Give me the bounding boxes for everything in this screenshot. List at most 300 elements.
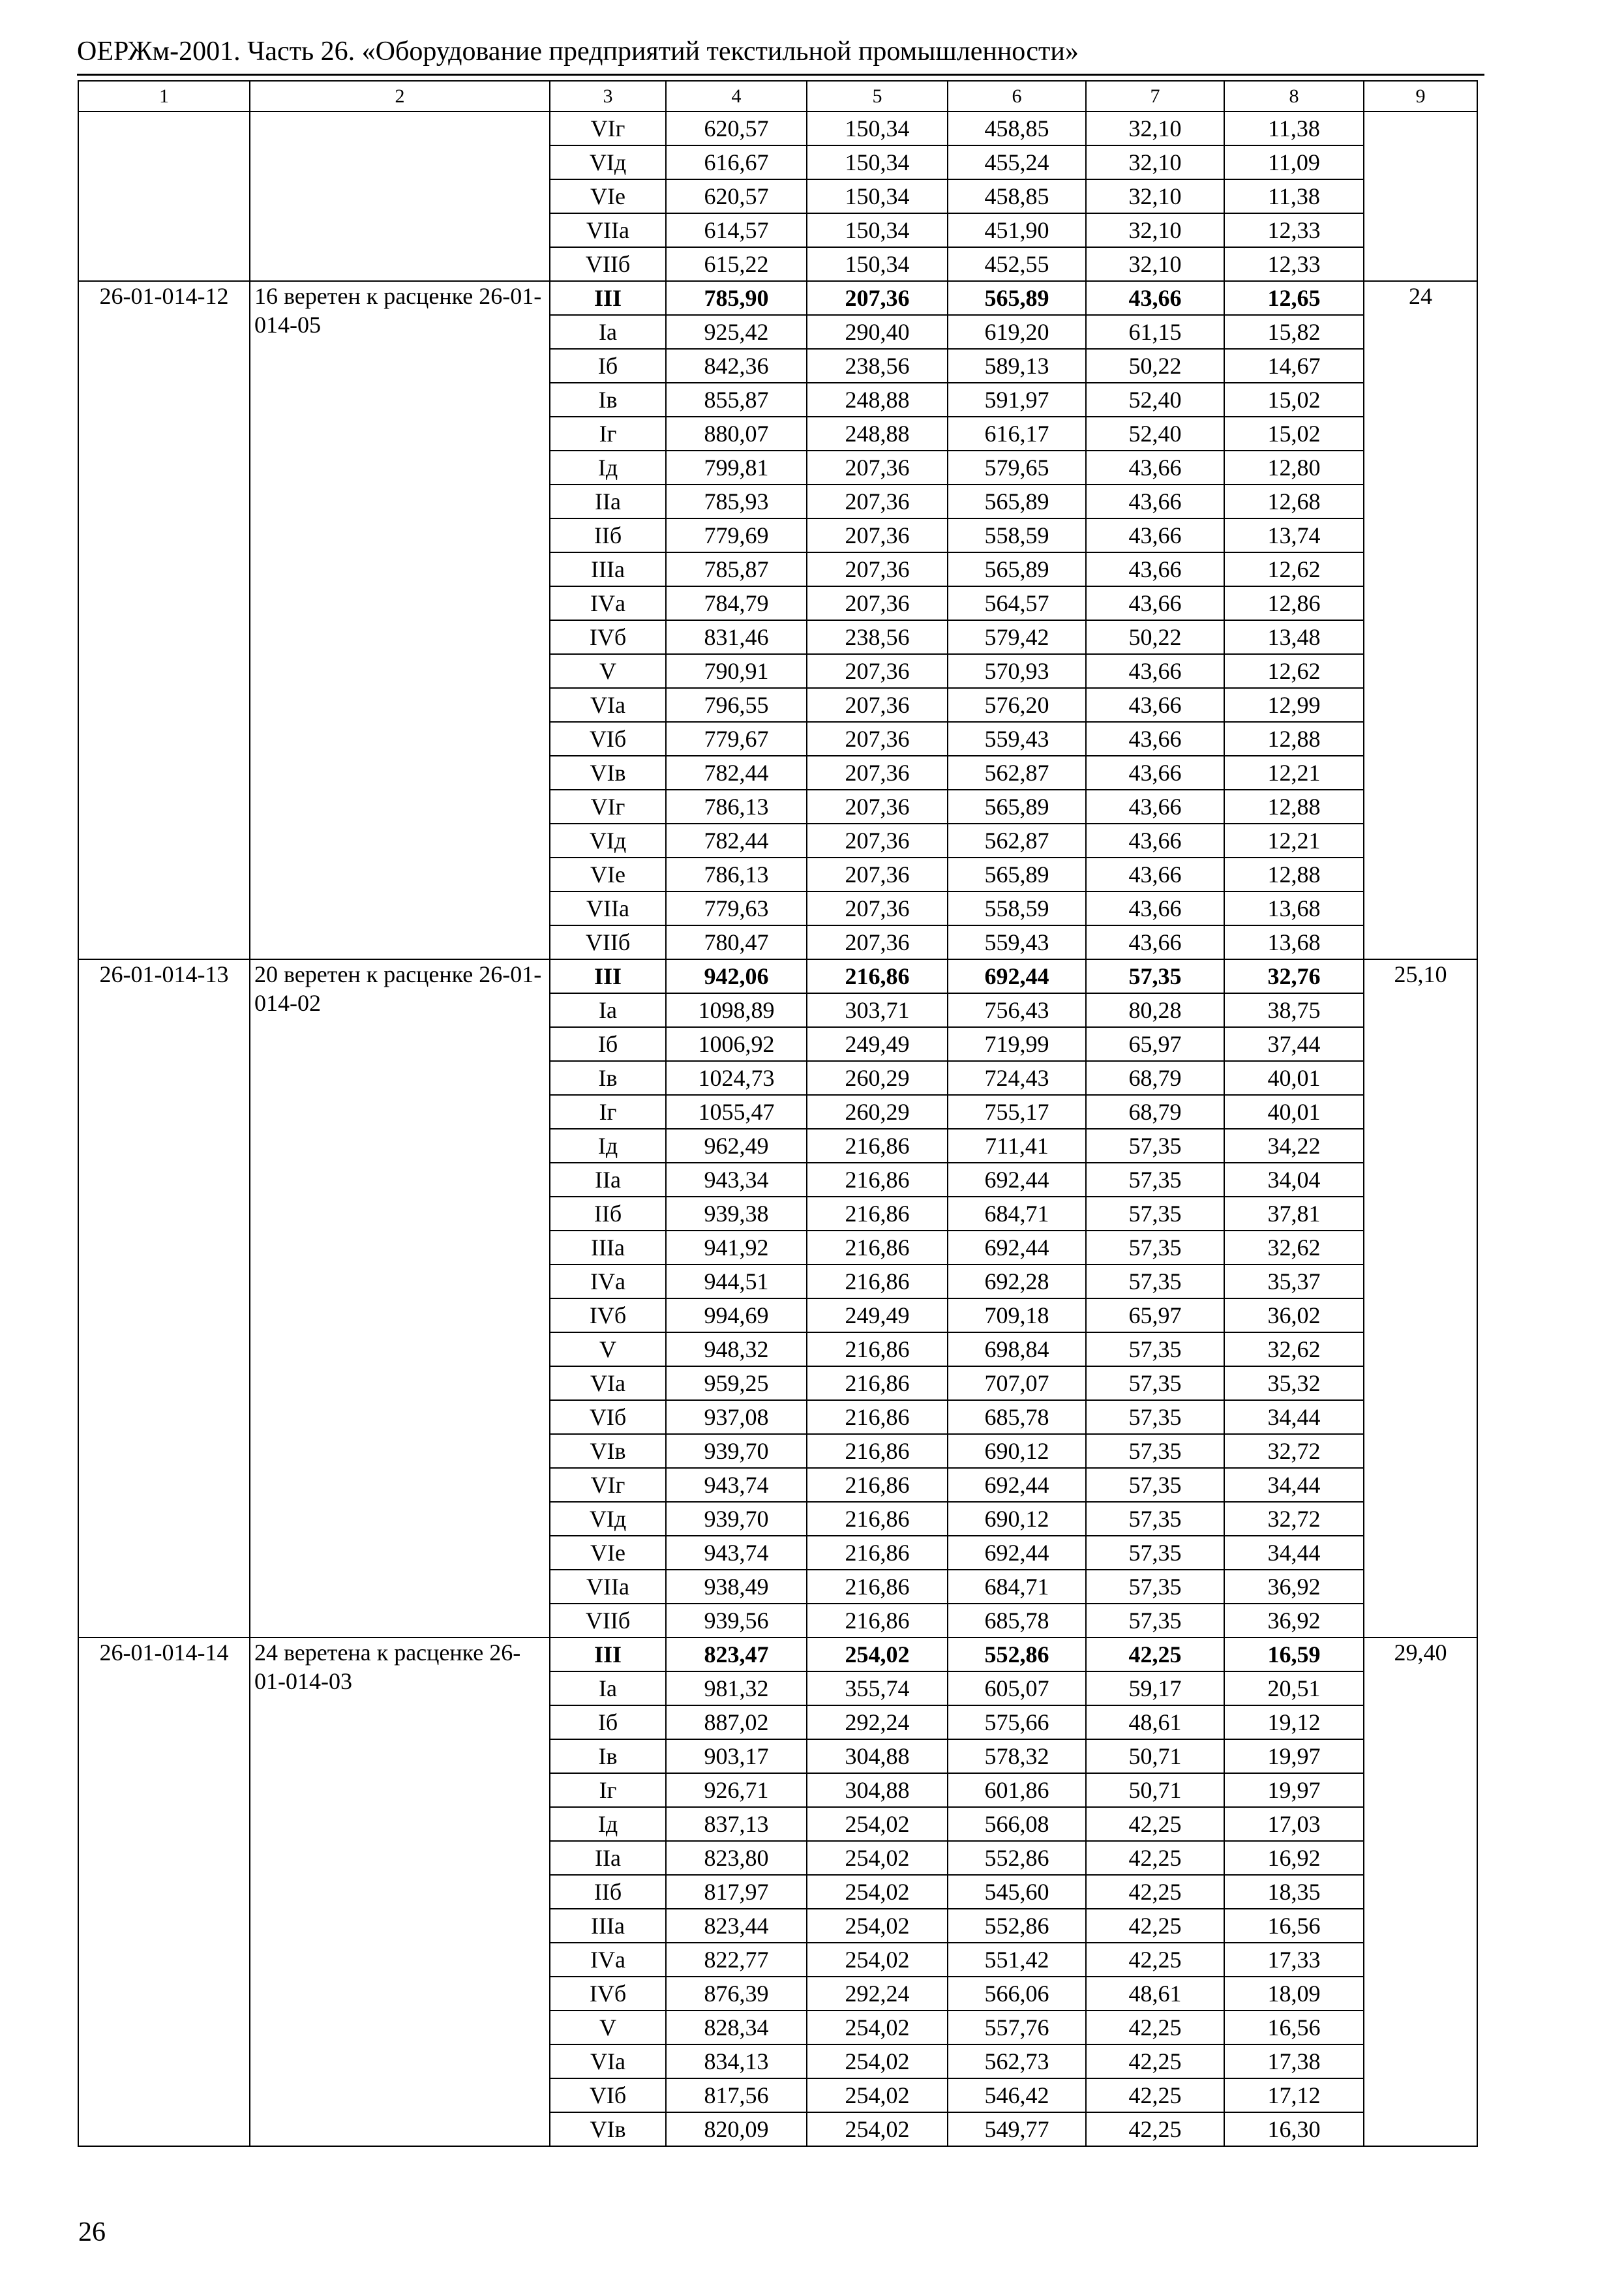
rate-note: 25,10 (1364, 959, 1477, 1638)
rate-code: 26-01-014-12 (78, 281, 250, 959)
machine-cost-cell: 565,89 (948, 281, 1086, 315)
wages-cell: 216,86 (807, 1434, 948, 1468)
total-cost-cell: 939,70 (666, 1502, 807, 1536)
wages-cell: 216,86 (807, 1231, 948, 1264)
labor-cost-cell: 13,68 (1224, 891, 1364, 925)
machine-cost-cell: 558,59 (948, 518, 1086, 552)
operator-wages-cell: 43,66 (1086, 824, 1224, 858)
rate-label-cell: IVб (550, 1298, 666, 1332)
rates-table (78, 80, 1478, 2147)
machine-cost-cell: 684,71 (948, 1197, 1086, 1231)
rate-label-cell: VIIа (550, 213, 666, 247)
wages-cell: 207,36 (807, 485, 948, 518)
wages-cell: 216,86 (807, 1129, 948, 1163)
labor-cost-cell: 12,33 (1224, 247, 1364, 281)
machine-cost-cell: 589,13 (948, 349, 1086, 383)
labor-cost-cell: 15,02 (1224, 383, 1364, 417)
rate-label-cell: VIд (550, 824, 666, 858)
rate-label-cell: IIа (550, 485, 666, 518)
machine-cost-cell: 692,44 (948, 1468, 1086, 1502)
labor-cost-cell: 15,02 (1224, 417, 1364, 451)
machine-cost-cell: 562,73 (948, 2044, 1086, 2078)
table-row (78, 112, 1477, 145)
wages-cell: 207,36 (807, 688, 948, 722)
operator-wages-cell: 65,97 (1086, 1298, 1224, 1332)
operator-wages-cell: 42,25 (1086, 2078, 1224, 2112)
operator-wages-cell: 68,79 (1086, 1095, 1224, 1129)
machine-cost-cell: 565,89 (948, 552, 1086, 586)
wages-cell: 207,36 (807, 451, 948, 485)
machine-cost-cell: 559,43 (948, 722, 1086, 756)
operator-wages-cell: 50,22 (1086, 620, 1224, 654)
total-cost-cell: 939,70 (666, 1434, 807, 1468)
operator-wages-cell: 57,35 (1086, 1536, 1224, 1570)
total-cost-cell: 1055,47 (666, 1095, 807, 1129)
page-header: ОЕРЖм-2001. Часть 26. «Оборудование предприятий текстильной промышленности» (77, 37, 1079, 67)
rate-label-cell: Iв (550, 1061, 666, 1095)
machine-cost-cell: 565,89 (948, 790, 1086, 824)
operator-wages-cell: 43,66 (1086, 858, 1224, 891)
wages-cell: 248,88 (807, 417, 948, 451)
rate-label-cell: Iа (550, 315, 666, 349)
wages-cell: 216,86 (807, 1604, 948, 1638)
labor-cost-cell: 32,62 (1224, 1332, 1364, 1366)
table-row (78, 1638, 1477, 1671)
machine-cost-cell: 756,43 (948, 993, 1086, 1027)
operator-wages-cell: 43,66 (1086, 485, 1224, 518)
machine-cost-cell: 551,42 (948, 1943, 1086, 1977)
rate-label-cell: IVа (550, 1264, 666, 1298)
labor-cost-cell: 32,76 (1224, 959, 1364, 993)
column-number: 3 (550, 81, 666, 112)
rate-note: 24 (1364, 281, 1477, 959)
labor-cost-cell: 34,22 (1224, 1129, 1364, 1163)
rate-label-cell: VIв (550, 2112, 666, 2146)
rate-label-cell: VIIб (550, 247, 666, 281)
labor-cost-cell: 12,62 (1224, 654, 1364, 688)
total-cost-cell: 823,44 (666, 1909, 807, 1943)
operator-wages-cell: 43,66 (1086, 790, 1224, 824)
operator-wages-cell: 43,66 (1086, 756, 1224, 790)
machine-cost-cell: 552,86 (948, 1841, 1086, 1875)
labor-cost-cell: 19,97 (1224, 1739, 1364, 1773)
machine-cost-cell: 690,12 (948, 1502, 1086, 1536)
operator-wages-cell: 42,25 (1086, 2112, 1224, 2146)
column-number: 6 (948, 81, 1086, 112)
rate-label-cell: IIб (550, 518, 666, 552)
operator-wages-cell: 32,10 (1086, 213, 1224, 247)
rate-label-cell: VIв (550, 1434, 666, 1468)
labor-cost-cell: 32,62 (1224, 1231, 1364, 1264)
operator-wages-cell: 57,35 (1086, 1604, 1224, 1638)
wages-cell: 216,86 (807, 1332, 948, 1366)
total-cost-cell: 959,25 (666, 1366, 807, 1400)
operator-wages-cell: 42,25 (1086, 1909, 1224, 1943)
rate-label-cell: IIIа (550, 1909, 666, 1943)
wages-cell: 207,36 (807, 858, 948, 891)
rate-label-cell: IVа (550, 1943, 666, 1977)
wages-cell: 254,02 (807, 2112, 948, 2146)
total-cost-cell: 779,69 (666, 518, 807, 552)
total-cost-cell: 782,44 (666, 824, 807, 858)
operator-wages-cell: 68,79 (1086, 1061, 1224, 1095)
labor-cost-cell: 34,04 (1224, 1163, 1364, 1197)
machine-cost-cell: 579,65 (948, 451, 1086, 485)
wages-cell: 216,86 (807, 1264, 948, 1298)
machine-cost-cell: 684,71 (948, 1570, 1086, 1604)
machine-cost-cell: 719,99 (948, 1027, 1086, 1061)
operator-wages-cell: 32,10 (1086, 247, 1224, 281)
rate-description: 20 веретен к расценке 26-01-014-02 (250, 959, 550, 1638)
total-cost-cell: 926,71 (666, 1773, 807, 1807)
total-cost-cell: 981,32 (666, 1671, 807, 1705)
operator-wages-cell: 50,22 (1086, 349, 1224, 383)
labor-cost-cell: 12,33 (1224, 213, 1364, 247)
machine-cost-cell: 575,66 (948, 1705, 1086, 1739)
description-cell-empty (250, 112, 550, 281)
rate-label-cell: IIIа (550, 552, 666, 586)
machine-cost-cell: 552,86 (948, 1638, 1086, 1671)
wages-cell: 254,02 (807, 2078, 948, 2112)
labor-cost-cell: 16,59 (1224, 1638, 1364, 1671)
labor-cost-cell: 18,09 (1224, 1977, 1364, 2011)
machine-cost-cell: 685,78 (948, 1400, 1086, 1434)
wages-cell: 216,86 (807, 1536, 948, 1570)
labor-cost-cell: 35,37 (1224, 1264, 1364, 1298)
total-cost-cell: 855,87 (666, 383, 807, 417)
operator-wages-cell: 59,17 (1086, 1671, 1224, 1705)
wages-cell: 254,02 (807, 2044, 948, 2078)
total-cost-cell: 942,06 (666, 959, 807, 993)
operator-wages-cell: 50,71 (1086, 1739, 1224, 1773)
wages-cell: 207,36 (807, 586, 948, 620)
machine-cost-cell: 566,08 (948, 1807, 1086, 1841)
wages-cell: 254,02 (807, 1875, 948, 1909)
rate-label-cell: III (550, 959, 666, 993)
labor-cost-cell: 36,92 (1224, 1604, 1364, 1638)
operator-wages-cell: 32,10 (1086, 179, 1224, 213)
labor-cost-cell: 12,21 (1224, 824, 1364, 858)
total-cost-cell: 925,42 (666, 315, 807, 349)
operator-wages-cell: 43,66 (1086, 586, 1224, 620)
rate-label-cell: VIа (550, 688, 666, 722)
total-cost-cell: 876,39 (666, 1977, 807, 2011)
wages-cell: 290,40 (807, 315, 948, 349)
wages-cell: 249,49 (807, 1298, 948, 1332)
total-cost-cell: 837,13 (666, 1807, 807, 1841)
operator-wages-cell: 57,35 (1086, 1366, 1224, 1400)
machine-cost-cell: 591,97 (948, 383, 1086, 417)
labor-cost-cell: 13,48 (1224, 620, 1364, 654)
machine-cost-cell: 690,12 (948, 1434, 1086, 1468)
rate-label-cell: VIб (550, 2078, 666, 2112)
labor-cost-cell: 12,62 (1224, 552, 1364, 586)
total-cost-cell: 994,69 (666, 1298, 807, 1332)
labor-cost-cell: 34,44 (1224, 1468, 1364, 1502)
labor-cost-cell: 19,12 (1224, 1705, 1364, 1739)
total-cost-cell: 786,13 (666, 858, 807, 891)
machine-cost-cell: 452,55 (948, 247, 1086, 281)
wages-cell: 207,36 (807, 552, 948, 586)
machine-cost-cell: 557,76 (948, 2011, 1086, 2044)
operator-wages-cell: 57,35 (1086, 1468, 1224, 1502)
wages-cell: 248,88 (807, 383, 948, 417)
labor-cost-cell: 17,33 (1224, 1943, 1364, 1977)
column-number: 5 (807, 81, 948, 112)
column-number: 9 (1364, 81, 1477, 112)
wages-cell: 207,36 (807, 654, 948, 688)
column-number: 7 (1086, 81, 1224, 112)
labor-cost-cell: 12,80 (1224, 451, 1364, 485)
operator-wages-cell: 52,40 (1086, 417, 1224, 451)
total-cost-cell: 1098,89 (666, 993, 807, 1027)
operator-wages-cell: 52,40 (1086, 383, 1224, 417)
rate-label-cell: VIа (550, 1366, 666, 1400)
rate-label-cell: V (550, 654, 666, 688)
wages-cell: 355,74 (807, 1671, 948, 1705)
machine-cost-cell: 552,86 (948, 1909, 1086, 1943)
total-cost-cell: 943,74 (666, 1536, 807, 1570)
wages-cell: 216,86 (807, 1502, 948, 1536)
total-cost-cell: 943,34 (666, 1163, 807, 1197)
rate-label-cell: III (550, 281, 666, 315)
total-cost-cell: 948,32 (666, 1332, 807, 1366)
operator-wages-cell: 42,25 (1086, 1841, 1224, 1875)
column-number: 1 (78, 81, 250, 112)
labor-cost-cell: 35,32 (1224, 1366, 1364, 1400)
total-cost-cell: 831,46 (666, 620, 807, 654)
total-cost-cell: 822,77 (666, 1943, 807, 1977)
total-cost-cell: 887,02 (666, 1705, 807, 1739)
labor-cost-cell: 32,72 (1224, 1434, 1364, 1468)
total-cost-cell: 823,80 (666, 1841, 807, 1875)
labor-cost-cell: 14,67 (1224, 349, 1364, 383)
rate-label-cell: VIе (550, 858, 666, 891)
operator-wages-cell: 57,35 (1086, 1434, 1224, 1468)
table-row (78, 959, 1477, 993)
operator-wages-cell: 65,97 (1086, 1027, 1224, 1061)
wages-cell: 207,36 (807, 518, 948, 552)
rate-code: 26-01-014-13 (78, 959, 250, 1638)
rate-label-cell: Iд (550, 1807, 666, 1841)
operator-wages-cell: 43,66 (1086, 925, 1224, 959)
machine-cost-cell: 692,44 (948, 1231, 1086, 1264)
labor-cost-cell: 40,01 (1224, 1095, 1364, 1129)
wages-cell: 216,86 (807, 1197, 948, 1231)
machine-cost-cell: 692,44 (948, 1536, 1086, 1570)
operator-wages-cell: 32,10 (1086, 112, 1224, 145)
machine-cost-cell: 698,84 (948, 1332, 1086, 1366)
operator-wages-cell: 43,66 (1086, 281, 1224, 315)
wages-cell: 260,29 (807, 1095, 948, 1129)
labor-cost-cell: 17,03 (1224, 1807, 1364, 1841)
operator-wages-cell: 42,25 (1086, 1807, 1224, 1841)
rate-label-cell: VIб (550, 722, 666, 756)
machine-cost-cell: 549,77 (948, 2112, 1086, 2146)
labor-cost-cell: 12,88 (1224, 722, 1364, 756)
wages-cell: 216,86 (807, 959, 948, 993)
rate-label-cell: V (550, 1332, 666, 1366)
labor-cost-cell: 18,35 (1224, 1875, 1364, 1909)
rate-label-cell: VIб (550, 1400, 666, 1434)
labor-cost-cell: 36,02 (1224, 1298, 1364, 1332)
operator-wages-cell: 43,66 (1086, 451, 1224, 485)
labor-cost-cell: 11,38 (1224, 112, 1364, 145)
operator-wages-cell: 42,25 (1086, 1638, 1224, 1671)
labor-cost-cell: 37,81 (1224, 1197, 1364, 1231)
labor-cost-cell: 16,56 (1224, 2011, 1364, 2044)
total-cost-cell: 828,34 (666, 2011, 807, 2044)
operator-wages-cell: 43,66 (1086, 552, 1224, 586)
wages-cell: 292,24 (807, 1705, 948, 1739)
labor-cost-cell: 16,56 (1224, 1909, 1364, 1943)
total-cost-cell: 1024,73 (666, 1061, 807, 1095)
wages-cell: 304,88 (807, 1739, 948, 1773)
wages-cell: 207,36 (807, 925, 948, 959)
total-cost-cell: 834,13 (666, 2044, 807, 2078)
rate-label-cell: IVа (550, 586, 666, 620)
rate-label-cell: V (550, 2011, 666, 2044)
operator-wages-cell: 43,66 (1086, 518, 1224, 552)
machine-cost-cell: 601,86 (948, 1773, 1086, 1807)
column-number: 8 (1224, 81, 1364, 112)
table-row (78, 281, 1477, 315)
rate-note: 29,40 (1364, 1638, 1477, 2146)
operator-wages-cell: 32,10 (1086, 145, 1224, 179)
wages-cell: 238,56 (807, 349, 948, 383)
total-cost-cell: 786,13 (666, 790, 807, 824)
column-number: 4 (666, 81, 807, 112)
operator-wages-cell: 42,25 (1086, 2011, 1224, 2044)
labor-cost-cell: 36,92 (1224, 1570, 1364, 1604)
total-cost-cell: 939,56 (666, 1604, 807, 1638)
total-cost-cell: 937,08 (666, 1400, 807, 1434)
machine-cost-cell: 755,17 (948, 1095, 1086, 1129)
machine-cost-cell: 692,44 (948, 1163, 1086, 1197)
machine-cost-cell: 570,93 (948, 654, 1086, 688)
total-cost-cell: 784,79 (666, 586, 807, 620)
total-cost-cell: 944,51 (666, 1264, 807, 1298)
wages-cell: 216,86 (807, 1400, 948, 1434)
total-cost-cell: 903,17 (666, 1739, 807, 1773)
machine-cost-cell: 616,17 (948, 417, 1086, 451)
wages-cell: 304,88 (807, 1773, 948, 1807)
operator-wages-cell: 80,28 (1086, 993, 1224, 1027)
total-cost-cell: 939,38 (666, 1197, 807, 1231)
operator-wages-cell: 57,35 (1086, 1502, 1224, 1536)
total-cost-cell: 817,97 (666, 1875, 807, 1909)
machine-cost-cell: 724,43 (948, 1061, 1086, 1095)
machine-cost-cell: 558,59 (948, 891, 1086, 925)
total-cost-cell: 785,93 (666, 485, 807, 518)
labor-cost-cell: 17,12 (1224, 2078, 1364, 2112)
total-cost-cell: 943,74 (666, 1468, 807, 1502)
rate-label-cell: VIд (550, 1502, 666, 1536)
wages-cell: 207,36 (807, 756, 948, 790)
rate-label-cell: III (550, 1638, 666, 1671)
rate-label-cell: VIIа (550, 1570, 666, 1604)
rate-label-cell: IIб (550, 1197, 666, 1231)
rate-label-cell: VIIб (550, 925, 666, 959)
operator-wages-cell: 57,35 (1086, 1332, 1224, 1366)
total-cost-cell: 779,63 (666, 891, 807, 925)
rate-label-cell: Iд (550, 1129, 666, 1163)
column-number-row (78, 81, 1477, 112)
rate-label-cell: Iг (550, 1095, 666, 1129)
total-cost-cell: 799,81 (666, 451, 807, 485)
code-cell-empty (78, 112, 250, 281)
wages-cell: 254,02 (807, 2011, 948, 2044)
operator-wages-cell: 61,15 (1086, 315, 1224, 349)
operator-wages-cell: 57,35 (1086, 959, 1224, 993)
machine-cost-cell: 565,89 (948, 858, 1086, 891)
operator-wages-cell: 43,66 (1086, 891, 1224, 925)
labor-cost-cell: 12,88 (1224, 790, 1364, 824)
labor-cost-cell: 12,99 (1224, 688, 1364, 722)
wages-cell: 150,34 (807, 145, 948, 179)
wages-cell: 216,86 (807, 1366, 948, 1400)
total-cost-cell: 620,57 (666, 179, 807, 213)
rate-label-cell: VIIа (550, 891, 666, 925)
total-cost-cell: 842,36 (666, 349, 807, 383)
total-cost-cell: 823,47 (666, 1638, 807, 1671)
total-cost-cell: 785,87 (666, 552, 807, 586)
rate-code: 26-01-014-14 (78, 1638, 250, 2146)
operator-wages-cell: 42,25 (1086, 1943, 1224, 1977)
operator-wages-cell: 43,66 (1086, 722, 1224, 756)
rate-label-cell: IVб (550, 620, 666, 654)
wages-cell: 207,36 (807, 891, 948, 925)
labor-cost-cell: 11,38 (1224, 179, 1364, 213)
rate-label-cell: VIг (550, 112, 666, 145)
rate-description: 24 веретена к расценке 26-01-014-03 (250, 1638, 550, 2146)
wages-cell: 254,02 (807, 1638, 948, 1671)
machine-cost-cell: 458,85 (948, 179, 1086, 213)
labor-cost-cell: 40,01 (1224, 1061, 1364, 1095)
wages-cell: 150,34 (807, 179, 948, 213)
machine-cost-cell: 545,60 (948, 1875, 1086, 1909)
machine-cost-cell: 576,20 (948, 688, 1086, 722)
header-rule (77, 74, 1484, 76)
machine-cost-cell: 564,57 (948, 586, 1086, 620)
rate-label-cell: VIа (550, 2044, 666, 2078)
wages-cell: 254,02 (807, 1807, 948, 1841)
rate-label-cell: IIа (550, 1163, 666, 1197)
wages-cell: 254,02 (807, 1909, 948, 1943)
total-cost-cell: 820,09 (666, 2112, 807, 2146)
total-cost-cell: 780,47 (666, 925, 807, 959)
machine-cost-cell: 605,07 (948, 1671, 1086, 1705)
labor-cost-cell: 12,65 (1224, 281, 1364, 315)
machine-cost-cell: 559,43 (948, 925, 1086, 959)
note-cell-empty (1364, 112, 1477, 281)
labor-cost-cell: 20,51 (1224, 1671, 1364, 1705)
rate-label-cell: VIIб (550, 1604, 666, 1638)
machine-cost-cell: 692,44 (948, 959, 1086, 993)
labor-cost-cell: 38,75 (1224, 993, 1364, 1027)
rate-label-cell: Iд (550, 451, 666, 485)
wages-cell: 207,36 (807, 722, 948, 756)
labor-cost-cell: 15,82 (1224, 315, 1364, 349)
machine-cost-cell: 458,85 (948, 112, 1086, 145)
operator-wages-cell: 57,35 (1086, 1231, 1224, 1264)
machine-cost-cell: 619,20 (948, 315, 1086, 349)
rate-label-cell: Iв (550, 383, 666, 417)
wages-cell: 254,02 (807, 1943, 948, 1977)
rate-label-cell: VIе (550, 179, 666, 213)
page-number: 26 (78, 2217, 106, 2247)
labor-cost-cell: 16,30 (1224, 2112, 1364, 2146)
